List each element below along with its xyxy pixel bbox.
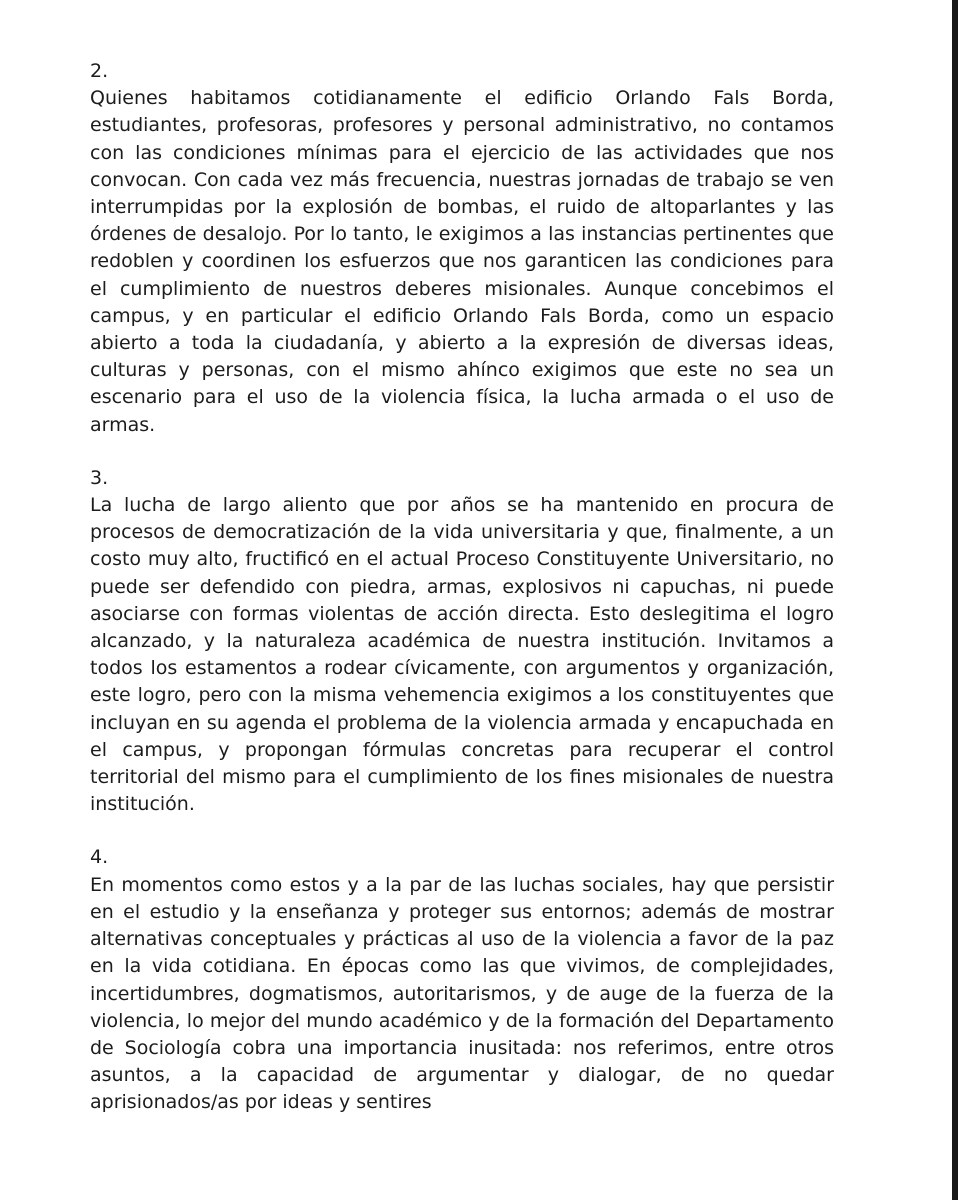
section-number: 4. — [90, 846, 109, 869]
section-number: 3. — [90, 466, 109, 489]
section-3 — [90, 465, 834, 819]
section-number: 2. — [90, 60, 109, 82]
section-paragraph: Quienes habitamos cotidianamente el edificio Orlando Fals Borda, estudiantes, profesoras, profesores y personal administrativo, no contamos con las condiciones mínimas para el ejercicio de las actividades que nos convocan. Con cada vez más frecuencia, nuestras jornadas de trabajo se ven interrumpidas por la explosión de bombas, el ruido de altoparlantes y las órdenes de desalojo. Por lo tanto, le exigimos a las instancias pertinentes que redoblen y coordinen los esfuerzos que nos garanticen las condiciones para el cumplimiento de nuestros deberes misionales. Aunque concebimos el campus, y en particular el edificio Orlando Fals Borda, como un espacio abierto a toda la ciudadanía, y abierto a la expresión de diversas ideas, culturas y personas, con el mismo ahínco exigimos que este no sea un escenario para el uso de la violencia física, la lucha armada o el uso de armas. — [90, 87, 834, 436]
document-body — [90, 58, 834, 1143]
section-2 — [90, 58, 834, 439]
section-paragraph: En momentos como estos y a la par de las luchas sociales, hay que persistir en el estudio y la enseñanza y proteger sus entornos; además de mostrar alternativas conceptuales y prácticas al uso de la violencia a favor de la paz en la vida cotidiana. En épocas como las que vivimos, de complejidades, incertidumbres, dogmatismos, autoritarismos, y de auge de la fuerza de la violencia, lo mejor del mundo académico y de la formación del Departamento de Sociología cobra una importancia inusitada: nos referimos, entre otros asuntos, a la capacidad de argumentar y dialogar, de no quedar aprisionados/as por ideas y sentires — [90, 873, 834, 1114]
section-paragraph: La lucha de largo aliento que por años se ha mantenido en procura de procesos de democratización de la vida universitaria y que, finalmente, a un costo muy alto, fructificó en el actual Proceso Constituyente Universitario, no puede ser defendido con piedra, armas, explosivos ni capuchas, ni puede asociarse con formas violentas de acción directa. Esto deslegitima el logro alcanzado, y la naturaleza académica de nuestra institución. Invitamos a todos los estamentos a rodear cívicamente, con argumentos y organización, este logro, pero con la misma vehemencia exigimos a los constituyentes que incluyan en su agenda el problema de la violencia armada y encapuchada en el campus, y propongan fórmulas concretas para recuperar el control territorial del mismo para el cumplimiento de los fines misionales de nuestra institución. — [90, 494, 834, 816]
page-edge-border — [952, 0, 958, 1200]
section-4 — [90, 844, 834, 1116]
